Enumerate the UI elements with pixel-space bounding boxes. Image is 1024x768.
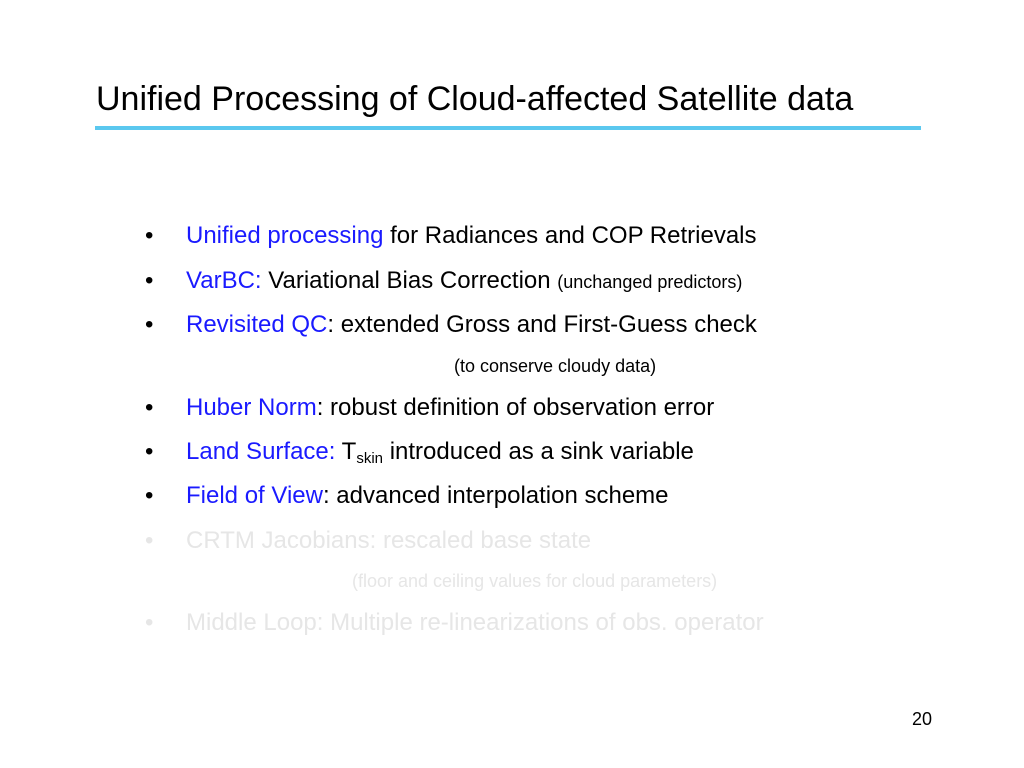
bullet-body: : advanced interpolation scheme	[322, 482, 669, 509]
bullet-marker: •	[145, 394, 154, 421]
bullet-text	[186, 311, 757, 339]
bullet-body: : extended Gross and First-Guess check	[327, 311, 757, 338]
title-underline	[95, 126, 921, 130]
bullet-text	[186, 267, 742, 296]
bullet-marker: •	[145, 527, 154, 554]
bullet-symbol: T	[335, 438, 357, 465]
bullet-marker: •	[145, 222, 154, 249]
bullet-marker: •	[145, 267, 154, 294]
bullet-body: Variational Bias Correction	[261, 267, 558, 294]
page-number: 20	[912, 709, 933, 729]
slide-title: Unified Processing of Cloud-affected Satellite data	[96, 80, 854, 118]
bullet-subscript: skin	[356, 450, 384, 467]
bullet-body: for Radiances and COP Retrievals	[383, 222, 757, 249]
bullet-body: CRTM Jacobians: rescaled base state	[186, 527, 592, 554]
bullet-highlight: Field of View	[186, 482, 323, 509]
bullet-marker: •	[145, 438, 154, 465]
bullet-highlight: Huber Norm	[186, 394, 317, 421]
bullet-body: : robust definition of observation error	[316, 394, 715, 421]
bullet-highlight: Land Surface:	[186, 438, 336, 465]
bullet-highlight: Unified processing	[186, 222, 384, 249]
bullet-text	[186, 394, 714, 422]
bullet-text	[186, 438, 694, 466]
bullet-marker: •	[145, 482, 154, 509]
bullet-small-note: (unchanged predictors)	[557, 272, 743, 292]
bullet-text	[186, 222, 757, 250]
bullet-note-cloudy: (to conserve cloudy data)	[454, 356, 657, 376]
bullet-highlight: VarBC:	[186, 267, 262, 294]
bullet-body: Middle Loop: Multiple re-linearizations of obs. operator	[186, 609, 764, 636]
bullet-body: introduced as a sink variable	[383, 438, 694, 465]
bullet-note-floor-ceiling: (floor and ceiling values for cloud parameters)	[352, 571, 718, 591]
bullet-marker: •	[145, 609, 154, 636]
bullet-highlight: Revisited QC	[186, 311, 328, 338]
bullet-marker: •	[145, 311, 154, 338]
bullet-text	[186, 482, 669, 510]
